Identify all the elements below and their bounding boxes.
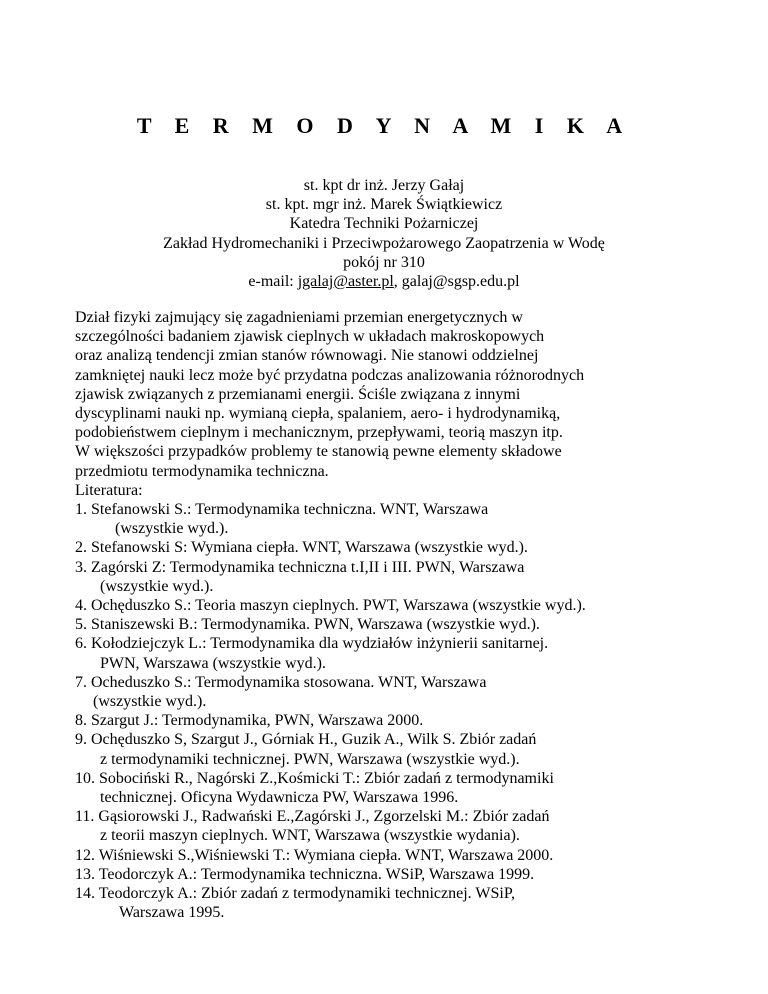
email-link-1[interactable]: jgalaj@aster.pl [297, 273, 394, 291]
literature-item: 7. Ocheduszko S.: Termodynamika stosowana. WNT, Warszawa [75, 673, 487, 691]
literature-item: 12. Wiśniewski S.,Wiśniewski T.: Wymiana ciepła. WNT, Warszawa 2000. [75, 846, 554, 864]
literature-item-continuation: technicznej. Oficyna Wydawnicza PW, Warszawa 1996. [100, 789, 459, 807]
literature-item: 3. Zagórski Z: Termodynamika techniczna t.I,II i III. PWN, Warszawa [75, 558, 525, 576]
literature-item-continuation: Warszawa 1995. [119, 904, 225, 922]
intro-line: Dział fizyki zajmujący się zagadnieniami przemian energetycznych w [75, 309, 523, 326]
email-label: e-mail: [248, 273, 298, 291]
literature-item: 1. Stefanowski S.: Termodynamika techniczna. WNT, Warszawa [75, 501, 489, 519]
literature-item-continuation: (wszystkie wyd.). [100, 577, 214, 595]
literature-item: 13. Teodorczyk A.: Termodynamika techniczna. WSiP, Warszawa 1999. [75, 865, 535, 883]
literature-item: 9. Ochęduszko S, Szargut J., Górniak H., Guzik A., Wilk S. Zbiór zadań [75, 731, 537, 749]
literature-item: 11. Gąsiorowski J., Radwański E.,Zagórski J., Zgorzelski M.: Zbiór zadań [75, 808, 550, 826]
email-separator: , [393, 273, 402, 291]
intro-paragraph [75, 308, 715, 481]
intro-line: podobieństwem cieplnym i mechanicznym, przepływami, teorią maszyn itp. [75, 424, 563, 442]
literature-item: 5. Staniszewski B.: Termodynamika. PWN, Warszawa (wszystkie wyd.). [75, 616, 540, 634]
literature-heading: Literatura: [75, 481, 143, 499]
literature-item-continuation: (wszystkie wyd.). [93, 693, 207, 711]
literature-item: 6. Kołodziejczyk L.: Termodynamika dla wydziałów inżynierii sanitarnej. [75, 635, 549, 653]
document-title: T E R M O D Y N A M I K A [136, 113, 632, 138]
room-number: pokój nr 310 [343, 253, 425, 271]
literature-item: 8. Szargut J.: Termodynamika, PWN, Warszawa 2000. [75, 712, 424, 730]
intro-line: oraz analizą tendencji zmian stanów równowagi. Nie stanowi oddzielnej [75, 347, 539, 365]
document-body [75, 308, 715, 923]
intro-line: zjawisk związanych z przemianami energii. Ściśle związana z innymi [75, 385, 521, 403]
email-2: galaj@sgsp.edu.pl [401, 273, 520, 291]
literature-item-continuation: z termodynamiki technicznej. PWN, Warszawa (wszystkie wyd.). [100, 750, 520, 768]
intro-line: szczególności badaniem zjawisk cieplnych w układach makroskopowych [75, 328, 545, 346]
literature-item: 2. Stefanowski S: Wymiana ciepła. WNT, Warszawa (wszystkie wyd.). [75, 539, 528, 557]
intro-line: W większości przypadków problemy te stanowią pewne elementy składowe [75, 443, 562, 461]
literature-list [75, 500, 715, 922]
author-2: st. kpt. mgr inż. Marek Świątkiewicz [265, 196, 503, 214]
email-line [0, 272, 768, 291]
unit: Zakład Hydromechaniki i Przeciwpożarowego Zaopatrzenia w Wodę [163, 234, 605, 252]
literature-item: 10. Sobociński R., Nagórski Z.,Kośmicki T.: Zbiór zadań z termodynamiki [75, 769, 554, 787]
author-1: st. kpt dr inż. Jerzy Gałaj [303, 177, 465, 194]
literature-item-continuation: (wszystkie wyd.). [115, 520, 229, 538]
literature-item: 14. Teodorczyk A.: Zbiór zadań z termodynamiki technicznej. WSiP, [75, 885, 515, 903]
intro-line: zamkniętej nauki lecz może być przydatna podczas analizowania różnorodnych [75, 366, 585, 384]
intro-line: przedmiotu termodynamika techniczna. [75, 462, 329, 480]
literature-item-continuation: z teorii maszyn cieplnych. WNT, Warszawa (wszystkie wydania). [100, 827, 520, 845]
literature-item-continuation: PWN, Warszawa (wszystkie wyd.). [100, 654, 326, 672]
department: Katedra Techniki Pożarniczej [289, 215, 479, 233]
literature-item: 4. Ochęduszko S.: Teoria maszyn cieplnych. PWT, Warszawa (wszystkie wyd.). [75, 597, 586, 615]
author-block [0, 176, 768, 291]
intro-line: dyscyplinami nauki np. wymianą ciepła, spalaniem, aero- i hydrodynamiką, [75, 405, 561, 423]
